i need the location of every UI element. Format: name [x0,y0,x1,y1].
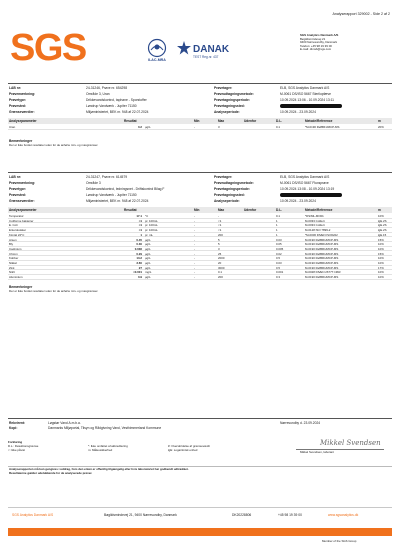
row-param: Aluminium [9,275,23,280]
row-max: 3000 [218,265,225,270]
row-method: M-0190 RefBR1/MCP-MS [305,265,339,270]
row-min: - [194,214,195,218]
report-date: Nørresundby d. 23.09.2024 [280,421,321,425]
row-m: 10% [378,246,384,251]
kopi-value: Danmarks Miljøportal, Tilsyn og Rådgivning Vand, Vesthimmerland Kommune [48,426,162,430]
sample-2-section [8,172,392,342]
s2-col-m: m [378,208,381,212]
row-min: - [194,242,195,247]
row-method: M-0033 Colilert [305,218,325,223]
s1-analysis-label: Analyseperiode: [214,110,240,114]
legend-not-detected: <: Ikke påvist [8,447,25,452]
signer-name: Mikkel Svendsen, laborant [300,450,334,454]
legend-title: Forklaring [8,440,23,444]
row-max: 200 [218,232,223,237]
s2-place-label: Prøvested: [9,193,27,197]
row-result: <1 [138,218,142,223]
row-max: 20 [218,261,222,265]
report-number: Analyserapport 329002 - Side 2 af 2 [332,12,390,16]
footer-cvr: DK20228806 [232,513,252,517]
s2-col-result: Resultat [124,208,137,212]
row-dl: 1 [276,218,278,223]
sgs-logo-text: SGS [10,27,86,69]
row-param: Nitrit [9,270,15,275]
s1-col-param: Analyseparameter [9,119,37,123]
footer-brand-bar [8,528,392,536]
ilac-seal-icon [143,38,171,62]
row-unit: µg/L [145,261,151,265]
row-result: 27 [138,265,142,270]
row-method: M-0190 RefBR1/MCP-MS [305,251,339,256]
s2-method-label: Prøveudtagningsmetode: [214,181,254,185]
row-max: - [218,214,219,218]
row-unit: µg/L [145,242,151,247]
row-dl: 1 [276,223,278,228]
signature-image [318,436,381,448]
row-max: <1 [218,218,222,223]
row-unit: µg/L [145,237,151,242]
row-dl: 0.5 [276,256,281,261]
s2-method-value: M-0061 DS/ISO 5667 Fluxsprøve [280,181,329,185]
s1-lab-label: LAB nr: [9,86,22,90]
s1-type-value: Drikkevandskontrol, taphane - Sporstoffer [86,98,147,102]
s1-remarks-label: Bemærkninger [9,139,33,143]
company-address-line1: Bøgildsmindevej 21 [300,36,326,41]
row-m: lgE.2S [378,228,387,233]
danak-text: DANAK [193,44,230,55]
row-unit: µg/L [145,246,151,251]
s2-sampler-label: Prøvetager: [214,175,233,179]
s2-type-label: Prøvetype: [9,187,27,191]
row-method: M-0190 RefBR1/MCP-MS [305,256,339,261]
s1-col-out: Udenfor [244,119,257,123]
footer-address: Bøgildsmindevej 21, 9400 Nørresundby, Danmark [104,513,177,517]
distribution-divider [8,418,392,419]
company-address-line2: 9400 Nørresundby, Danmark [300,40,338,45]
row-method: M-0190 RefBR1/MCP-MS [305,275,339,280]
row-dl: 1 [276,232,278,237]
company-address [300,34,395,52]
row-param: Arsen [9,237,17,242]
s2-marking-value: Område 3 [86,181,101,185]
s1-limits-value: Miljøministeriet, BEK nr. 948 af 22.07.2024 [86,110,149,114]
row-min: - [194,270,195,275]
row-result: 0.2 [137,125,142,129]
s1-col-method: Metode/Reference [305,119,333,123]
row-unit: mg/L [145,270,152,275]
row-m: lgE.2S [378,223,387,228]
row-unit: µg/L [145,251,151,256]
row-result: <0.001 [133,270,142,275]
row-result: 1 [140,232,142,237]
row-min: - [194,256,195,261]
row-param: Zink [9,265,15,270]
row-method: M-0190 RefBR1/MCP-MS [305,237,339,242]
s1-period-label: Prøvetagningsperiode: [214,98,250,102]
s1-remarks-text: Der er ikke fundet resultater uden for de anførte min- og maxgrænser. [9,143,99,147]
sgs-logo [10,26,94,69]
s1-col-max: Max [218,119,225,123]
s1-place-value: Løndrup Vandværk - Jupiter 71150 [86,104,137,108]
row-dl: 0.5 [276,265,281,270]
row-dl: 1 [276,228,278,233]
row-param: Uran [9,125,16,129]
s2-col-max: Max [218,208,225,212]
s1-col-dl: D.L. [276,119,283,123]
row-result: 0.036 [134,246,142,251]
row-max: 25 [218,251,222,256]
footer-divider [8,507,392,508]
s2-sampler-value: ELB, SGS Analytics Danmark A/S [280,175,330,179]
row-param: Bly [9,242,14,247]
s2-period-label: Prøvetagningsperiode: [214,187,250,191]
row-max: <1 [218,228,222,233]
table-row [8,125,392,130]
s1-col-m: m [378,119,381,123]
legend-not-accredited: *: Ikke omfattet af akkreditering [88,443,128,448]
row-unit: °C [145,214,149,218]
s2-lab-value: 24-31247, Prøve nr. 614579 [86,175,128,179]
s2-col-out: Udenfor [244,208,257,212]
row-m: 10% [378,270,384,275]
sample-1-section [8,83,392,163]
company-name: SGS Analytics Danmark A/S [300,33,339,37]
s2-site-redaction [280,193,342,197]
row-min: - [194,223,195,228]
company-phone: Telefon: +45 98 19 39 00 [300,43,332,48]
row-m: 10% [378,256,384,261]
s1-limits-label: Grænseværdier: [9,110,35,114]
s2-limits-label: Grænseværdier: [9,199,35,203]
row-m: 15% [378,237,384,242]
row-min: - [194,246,195,251]
row-m: 10% [378,214,384,218]
row-method: M-0033 Colilert [305,223,325,228]
row-result: 3.60 [136,261,142,265]
s1-col-min: Min [194,119,200,123]
row-min: - [194,232,195,237]
row-min: - [194,228,195,233]
row-dl: 0.1 [276,214,281,218]
row-result: <1 [138,223,142,228]
legend-exceed: #: Overskridelse af grænseværdi [168,443,210,448]
row-method: M-0028 DS/EN 26777:1993 [305,270,341,275]
row-max: 0.1 [218,270,223,275]
row-unit: µg/L [145,256,151,261]
company-email: E-mail: dk.lab@sgs.com [300,47,332,52]
s1-method-value: M-0061 DS/ISO 5667 Sterilopfæve [280,92,331,96]
danak-sub-text: TEST Reg.nr. 437 [193,55,219,59]
s2-remarks-text: Der er ikke fundet resultater uden for de anførte min- og maxgrænser. [9,289,99,293]
row-dl: 0.05 [276,242,282,247]
row-unit: pr. 100mL [145,223,158,228]
s1-place-label: Prøvested: [9,104,27,108]
legend-dl: D.L.: Detektionsgrænse [8,443,39,448]
s1-analysis-value: 10.09.2024 - 23.09.2024 [280,110,316,114]
row-dl: 0.02 [276,251,282,256]
row-unit: pr. 100mL [145,218,158,223]
s2-limits-value: Miljøministeriet, BEK nr. 948 af 22.07.2024 [86,199,149,203]
row-max: 5 [218,237,220,242]
row-m: 17% [378,265,384,270]
row-dl: 0.03 [276,261,282,265]
row-result: 0.30 [136,242,142,247]
row-min: - [194,237,195,242]
s2-table-header [8,207,392,213]
row-max: 3 [218,246,220,251]
footer-web-link[interactable]: www.sgsanalytics.dk [328,513,359,517]
disclaimer-line2: Resultaterne gælder udelukkende for de analyserede prøver. [9,471,93,475]
row-result: <1 [138,228,142,233]
row-param: Nikkel [9,261,17,265]
table-row [8,275,392,280]
row-min: - [194,261,195,265]
row-unit: µg/L [145,125,151,129]
footer-info [8,511,392,519]
rekvirent-value: Løgstør Vand A.m.b.a. [48,421,81,425]
row-min: - [194,125,195,129]
row-unit: µg/L [145,275,151,280]
s2-place-value: Løndrup Vandværk - Jupiter 71150 [86,193,137,197]
row-param: Kobber [9,256,19,261]
row-param: Chrom [9,251,18,256]
s1-site-redaction [280,104,342,108]
footer-company: SGS Analytics Danmark A/S [12,513,54,517]
row-m: 10% [378,242,384,247]
row-max: 2000 [218,256,225,261]
s2-analysis-value: 10.09.2024 - 23.09.2024 [280,199,316,203]
row-max: 3 [218,125,220,129]
row-result: 0.9 [137,275,142,280]
row-unit: pr. 100mL [145,228,158,233]
s2-period-value: 10.09.2024 13:08 - 10.09.2024 13:19 [280,187,335,191]
row-param: Temperatur [9,214,24,218]
s2-site-label: Prøvetagningssted: [214,193,245,197]
row-method: M-0128 ISO 7899-2 [305,228,331,233]
footer-member: Member of the SGS Group [322,539,357,543]
footer-phone: +45 98 19 39 00 [278,513,302,517]
s1-site-label: Prøvetagningssted: [214,104,245,108]
row-method: M-0190 RefBR1/MCP-MS [305,242,339,247]
row-param: Enterokokker [9,228,27,233]
s2-col-param: Analyseparameter [9,208,37,212]
row-dl: 0.1 [276,125,281,129]
s1-lab-value: 24-31246, Prøve nr. 654298 [86,86,128,90]
row-unit: pr. mL [145,232,154,237]
legend-uncertainty: m: Måleusikkerhed [88,447,113,452]
row-dl: 0.3 [276,275,281,280]
row-param: Kimtal 22°C [9,232,25,237]
seal-text: ILAC-MRA [148,58,166,62]
row-result: 17.1 [136,214,142,218]
row-dl: 0.03 [276,237,282,242]
s2-col-method: Metode/Reference [305,208,333,212]
row-method: M-0190 RefBR1/MCP-MS [305,261,339,265]
s2-col-min: Min [194,208,200,212]
row-result: 0.29 [136,251,142,256]
row-param: Coliforme bakterier [9,218,34,223]
row-max: <1 [218,223,222,228]
legend-log-unit: lgE: Logaritmisk enhed [168,447,198,452]
s1-period-value: 10.09.2024 13:06 - 10.09.2024 13:11 [280,98,335,102]
row-m: lgE.15 [378,232,387,237]
row-result: 0.45 [136,237,142,242]
s1-marking-value: Område 3, Uran [86,92,110,96]
row-m: 10% [378,261,384,265]
row-param: E. Coli [9,223,18,228]
s1-col-result: Resultat [124,119,137,123]
row-m: 10% [378,275,384,280]
row-dl: 0.005 [276,246,284,251]
row-param: Cadmium [9,246,22,251]
s2-lab-label: LAB nr: [9,175,22,179]
s1-type-label: Prøvetype: [9,98,27,102]
row-max: 200 [218,275,223,280]
row-min: - [194,251,195,256]
s2-type-value: Drikkevandskontrol, ledningsnet - Driftskontrol Bilag F [86,187,165,191]
rekvirent-label: Rekvirent: [9,421,26,425]
legend [8,441,278,461]
kopi-label: Kopi: [9,426,18,430]
s2-remarks-label: Bemærkninger [9,285,33,289]
s1-sampler-value: ELB, SGS Analytics Danmark A/S [280,86,330,90]
row-m: 15% [378,251,384,256]
row-m: lgE.2S [378,218,387,223]
row-method: *M-0190 RefBR1/MCP-MS [305,125,340,129]
s2-col-dl: D.L. [276,208,283,212]
row-unit: µg/L [145,265,151,270]
danak-logo [176,38,234,62]
row-method: M-0190 RefBR1/MCP-MS [305,246,339,251]
row-min: - [194,218,195,223]
signature-text: Mikkel Svendsen [320,439,381,447]
row-method: *DS/ML-MO01 [305,214,324,218]
s1-method-label: Prøveudtagningsmetode: [214,92,254,96]
row-result: 13.2 [136,256,142,261]
s1-marking-label: Prøvemærkning: [9,92,36,96]
disclaimer-line1: Analyserapporten må kun gengives i uddrag, hvis den enten er offentlig tilgængelig eller hvis laboratoriet har godkendt udtrækket. [9,467,189,471]
row-min: - [194,275,195,280]
s2-analysis-label: Analyseperiode: [214,199,240,203]
s2-marking-label: Prøvemærkning: [9,181,36,185]
row-method: *M-0006 DS/EN ISO6222 [305,232,338,237]
s1-table-header [8,118,392,124]
row-min: - [194,265,195,270]
s1-sampler-label: Prøvetager: [214,86,233,90]
row-dl: 0.001 [276,270,284,275]
row-m: 20% [378,125,384,129]
row-max: 5 [218,242,220,247]
